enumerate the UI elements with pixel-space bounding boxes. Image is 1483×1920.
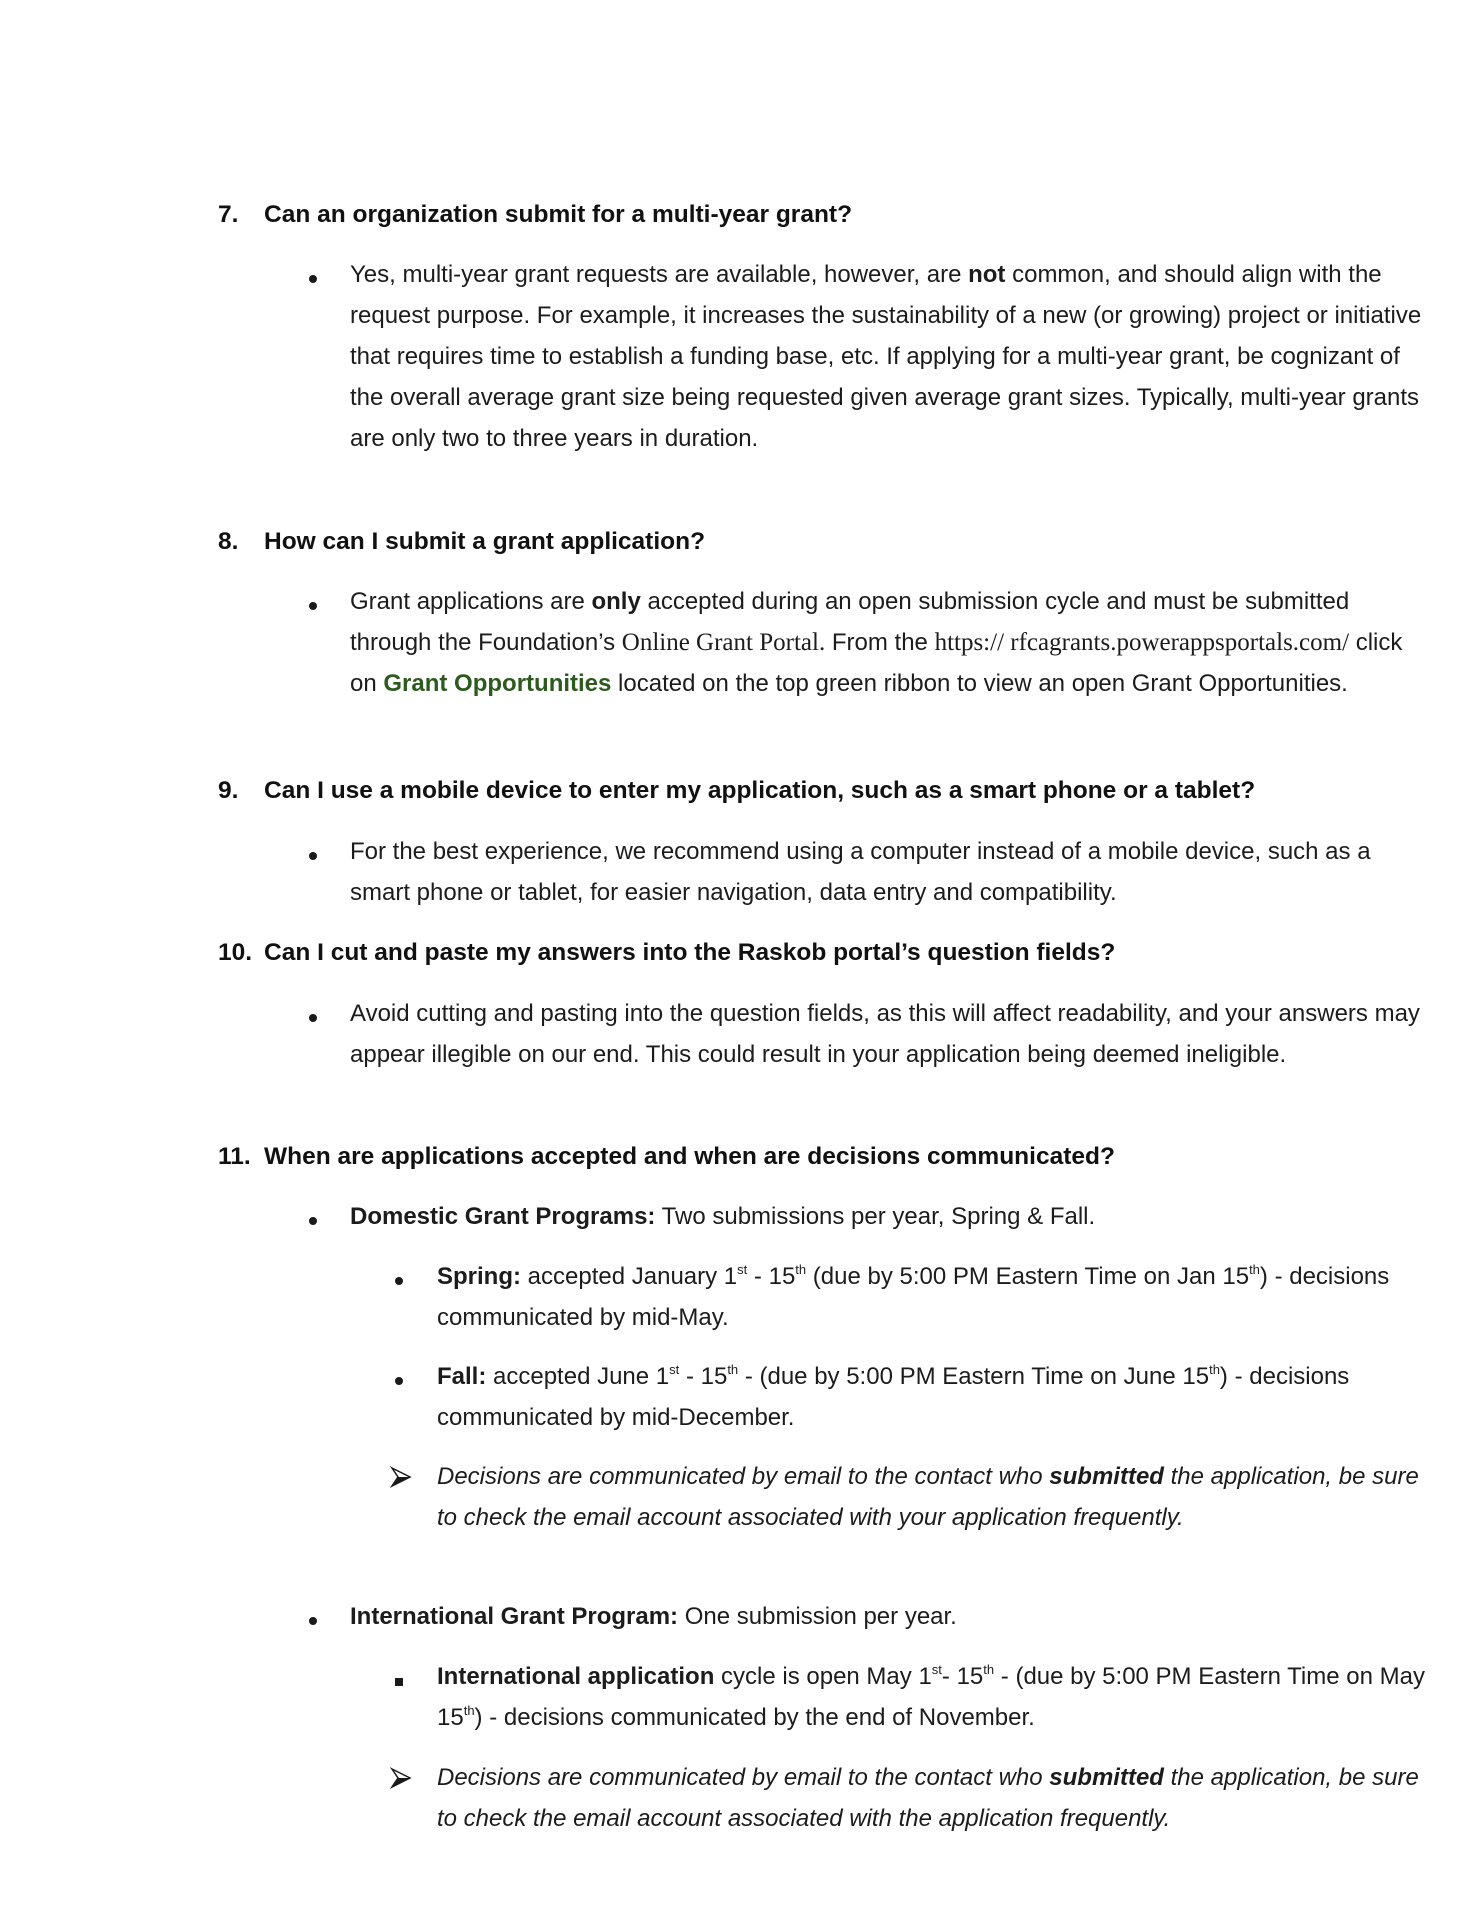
question-number: 10. <box>218 939 253 966</box>
portal-name: Online Grant Portal. <box>621 629 826 656</box>
bullet-icon <box>309 1217 317 1225</box>
portal-url-link[interactable]: https:// rfcagrants.powerappsportals.com/ <box>934 629 1350 656</box>
fall-cycle: Fall: accepted June 1st - 15th - (due by 5:00 PM Eastern Time on June 15th) - decisions communicated by mid-December. <box>437 1362 1350 1431</box>
answer-10: Avoid cutting and pasting into the question fields, as this will affect readability, and your answers may appear illegible on our end. This could result in your application being deemed ineligible. <box>350 1000 1420 1068</box>
question-number: 11. <box>218 1143 251 1170</box>
question-title: When are applications accepted and when are decisions communicated? <box>264 1143 1115 1170</box>
square-bullet-icon <box>395 1678 403 1686</box>
question-title: How can I submit a grant application? <box>264 528 706 555</box>
arrow-bullet-icon <box>390 1767 412 1789</box>
spring-cycle: Spring: accepted January 1st - 15th (due by 5:00 PM Eastern Time on Jan 15th) - decisions communicated by mid-May. <box>437 1262 1390 1331</box>
international-decision-note: Decisions are communicated by email to the contact who submitted the application, be sure to check the email account associated with the application frequently. <box>437 1764 1419 1832</box>
question-11-heading <box>218 1142 1115 1172</box>
bullet-icon <box>309 275 317 283</box>
question-10-heading <box>218 938 1115 968</box>
domestic-programs: Domestic Grant Programs: Two submissions per year, Spring & Fall. <box>350 1203 1096 1230</box>
question-8-heading <box>218 527 705 557</box>
bullet-icon <box>309 1617 317 1625</box>
question-number: 9. <box>218 777 239 804</box>
international-program: International Grant Program: One submission per year. <box>350 1603 957 1630</box>
answer-7: Yes, multi-year grant requests are available, however, are not common, and should align with the request purpose. For example, it increases the sustainability of a new (or growing) project or initiative that requires time to establish a funding base, etc. If applying for a multi-year grant, be cognizant of the overall average grant size being requested given average grant sizes. Typically, multi-year grants are only two to three years in duration. <box>350 261 1422 452</box>
emphasis-not: not <box>968 261 1006 288</box>
bullet-icon <box>309 602 317 610</box>
question-title: Can I cut and paste my answers into the Raskob portal’s question fields? <box>264 939 1116 966</box>
bullet-icon <box>309 1014 317 1022</box>
answer-9: For the best experience, we recommend using a computer instead of a mobile device, such as a smart phone or tablet, for easier navigation, data entry and compatibility. <box>350 838 1371 906</box>
answer-8: Grant applications are only accepted during an open submission cycle and must be submitted through the Foundation’s Online Grant Portal. From the https:// rfcagrants.powerappsportals.com/ click on Grant Opportunities located on the top green ribbon to view an open Grant Opportunities. <box>350 588 1403 697</box>
question-number: 8. <box>218 528 239 555</box>
emphasis-only: only <box>591 588 641 615</box>
international-cycle: International application cycle is open May 1st- 15th - (due by 5:00 PM Eastern Time on May 15th) - decisions communicated by the end of November. <box>437 1662 1425 1731</box>
question-9-heading <box>218 776 1255 806</box>
arrow-bullet-icon <box>390 1466 412 1488</box>
bullet-icon <box>309 852 317 860</box>
bullet-icon <box>395 1277 403 1285</box>
bullet-icon <box>395 1377 403 1385</box>
domestic-decision-note: Decisions are communicated by email to the contact who submitted the application, be sure to check the email account associated with your application frequently. <box>437 1463 1419 1531</box>
question-7-heading <box>218 200 852 230</box>
grant-opportunities-link[interactable]: Grant Opportunities <box>383 670 612 697</box>
question-title: Can I use a mobile device to enter my application, such as a smart phone or a tablet? <box>264 777 1256 804</box>
question-number: 7. <box>218 201 239 228</box>
question-title: Can an organization submit for a multi-year grant? <box>264 201 853 228</box>
